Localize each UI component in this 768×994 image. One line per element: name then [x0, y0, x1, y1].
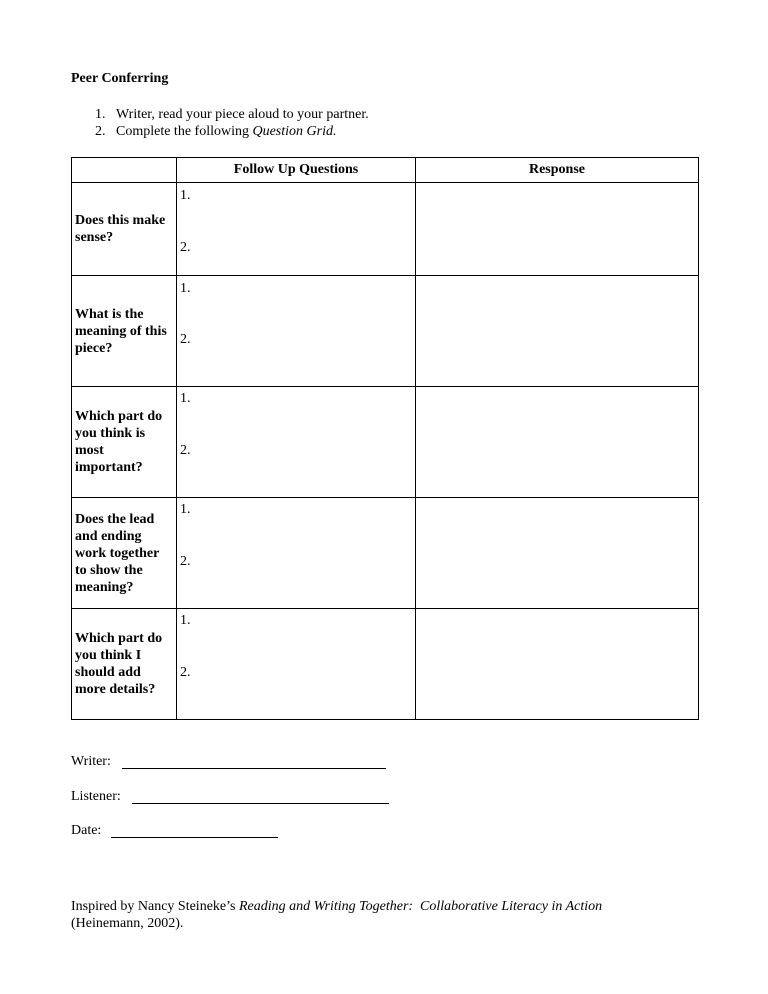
instruction-item: [95, 123, 369, 140]
followup-number-2: 2.: [180, 554, 191, 569]
question-text: What is the meaning of this piece?: [75, 306, 167, 356]
writer-line[interactable]: [122, 768, 386, 769]
followup-number-1: 1.: [180, 613, 191, 628]
table-row: [72, 183, 699, 276]
date-label: Date:: [71, 823, 102, 838]
followup-cell[interactable]: [177, 498, 416, 609]
citation: [71, 898, 602, 932]
listener-line[interactable]: [132, 803, 389, 804]
citation-book-title: Reading and Writing Together: Collaborative Literacy in Action: [238, 899, 603, 914]
followup-number-1: 1.: [180, 188, 191, 203]
question-cell: [72, 609, 177, 720]
followup-number-2: 2.: [180, 332, 191, 347]
citation-publisher: (Heinemann, 2002).: [71, 916, 184, 931]
instruction-item: [95, 106, 369, 123]
followup-number-2: 2.: [180, 665, 191, 680]
followup-number-2: 2.: [180, 240, 191, 255]
question-text: Which part do you think I should add more details?: [75, 631, 163, 697]
question-cell: [72, 276, 177, 387]
grid-header-blank: [72, 158, 177, 183]
instruction-text: Complete the following: [116, 124, 253, 139]
question-cell: [72, 183, 177, 276]
instruction-number: 2.: [95, 124, 106, 139]
question-grid: [71, 157, 699, 720]
citation-prefix: Inspired by Nancy Steineke’s: [71, 899, 239, 914]
instruction-number: 1.: [95, 107, 106, 122]
table-row: [72, 387, 699, 498]
followup-number-1: 1.: [180, 391, 191, 406]
question-text: Which part do you think is most important?: [75, 409, 163, 475]
followup-cell[interactable]: [177, 183, 416, 276]
question-cell: [72, 387, 177, 498]
grid-header-row: [72, 158, 699, 183]
followup-number-1: 1.: [180, 502, 191, 517]
grid-header-followup: Follow Up Questions: [177, 158, 416, 183]
table-row: [72, 498, 699, 609]
instructions-list: [95, 106, 369, 140]
instruction-text: Writer, read your piece aloud to your partner.: [116, 107, 369, 122]
followup-cell[interactable]: [177, 276, 416, 387]
followup-number-1: 1.: [180, 281, 191, 296]
response-cell[interactable]: [416, 609, 699, 720]
table-row: [72, 609, 699, 720]
writer-label: Writer:: [71, 754, 111, 769]
question-cell: [72, 498, 177, 609]
response-cell[interactable]: [416, 387, 699, 498]
instruction-emphasis: Question Grid.: [252, 124, 337, 139]
page-title: Peer Conferring: [71, 71, 169, 86]
citation-line: [71, 898, 602, 915]
followup-cell[interactable]: [177, 387, 416, 498]
question-text: Does the lead and ending work together to show the meaning?: [75, 511, 160, 595]
grid-header-response: Response: [416, 158, 699, 183]
response-cell[interactable]: [416, 276, 699, 387]
followup-number-2: 2.: [180, 443, 191, 458]
followup-cell[interactable]: [177, 609, 416, 720]
date-line[interactable]: [111, 837, 278, 838]
response-cell[interactable]: [416, 498, 699, 609]
response-cell[interactable]: [416, 183, 699, 276]
listener-label: Listener:: [71, 789, 121, 804]
question-text: Does this make sense?: [75, 213, 166, 245]
table-row: [72, 276, 699, 387]
